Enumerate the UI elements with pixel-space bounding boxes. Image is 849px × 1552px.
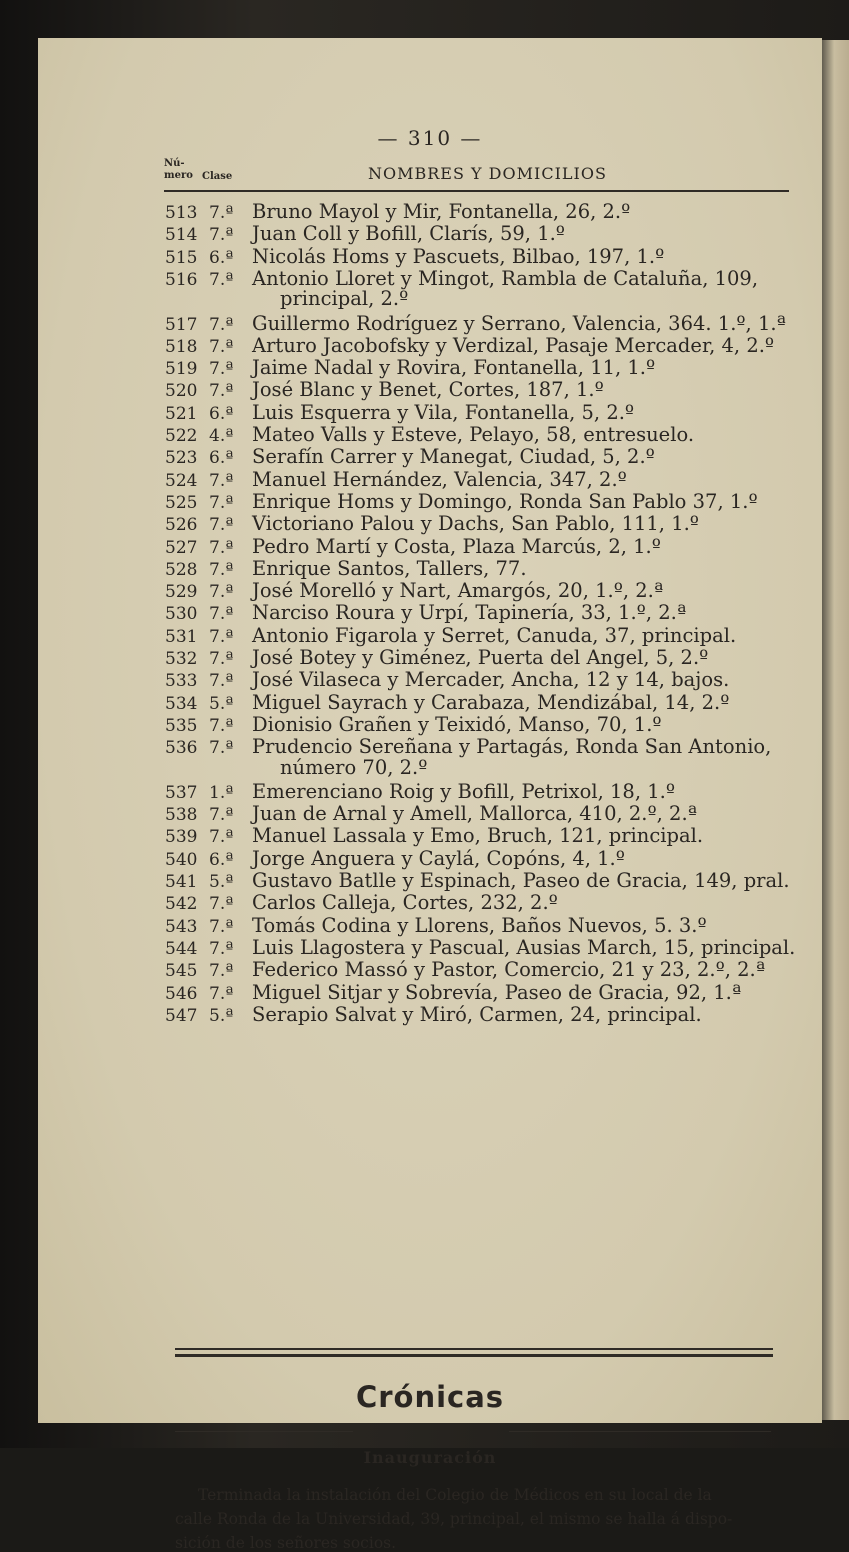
entry-text: Federico Massó y Pastor, Comercio, 21 y 23, 2.º, 2.ª	[252, 958, 766, 982]
entry-text: Jorge Anguera y Caylá, Copóns, 4, 1.º	[252, 846, 625, 870]
entry-text: Pedro Martí y Costa, Plaza Marcús, 2, 1.º	[252, 534, 661, 558]
entry-text: José Morelló y Nart, Amargós, 20, 1.º, 2.ª	[252, 579, 664, 603]
entry-continuation: número 70, 2.º	[280, 755, 428, 779]
list-item	[38, 200, 822, 223]
entry-text: Miguel Sayrach y Carabaza, Mendizábal, 14, 2.º	[252, 690, 730, 714]
entry-text: Arturo Jacobofsky y Verdizal, Pasaje Mercader, 4, 2.º	[252, 333, 775, 357]
entry-clase: 6.ª	[209, 448, 234, 469]
list-item	[38, 691, 822, 714]
list-item	[38, 891, 822, 914]
list-item	[38, 780, 822, 803]
entry-number: 535	[165, 715, 198, 736]
list-item	[38, 601, 822, 624]
entry-clase: 5.ª	[209, 872, 234, 892]
entry-clase: 7.ª	[209, 604, 234, 625]
entry-number: 547	[165, 1005, 198, 1026]
entry-number: 516	[165, 269, 198, 290]
list-item	[38, 668, 822, 691]
entry-text: Luis Llagostera y Pascual, Ausias March, 15, principal.	[252, 935, 796, 959]
entry-text: José Blanc y Benet, Cortes, 187, 1.º	[252, 378, 604, 402]
entry-text: Antonio Figarola y Serret, Canuda, 37, principal.	[252, 623, 737, 647]
list-item	[38, 401, 822, 424]
list-item	[38, 468, 822, 491]
list-item	[38, 535, 822, 558]
entry-number: 522	[165, 426, 198, 446]
header-numero: Nú-mero	[164, 158, 193, 181]
entry-clase: 7.ª	[209, 314, 234, 335]
entry-text: Narciso Roura y Urpí, Tapinería, 33, 1.º, 2.ª	[252, 601, 687, 625]
entry-text: Antonio Lloret y Mingot, Rambla de Cataluña, 109,	[252, 266, 759, 290]
entry-number: 527	[165, 537, 198, 558]
section-divider-top	[175, 1348, 773, 1350]
section-subtitle: Inauguración	[363, 1448, 497, 1467]
list-item	[38, 958, 822, 981]
title-rule-right	[509, 1431, 771, 1432]
list-item	[38, 824, 822, 847]
entry-number: 546	[165, 983, 198, 1004]
entry-clase: 7.ª	[209, 537, 234, 558]
entry-number: 545	[165, 961, 198, 982]
entry-text: Enrique Homs y Domingo, Ronda San Pablo 37, 1.º	[252, 489, 758, 513]
list-item	[38, 624, 822, 647]
paragraph-line-1: Terminada la instalación del Colegio de Médicos en su local de la	[198, 1486, 712, 1504]
list-item	[38, 914, 822, 937]
list-item	[38, 869, 822, 892]
entry-text: Serapio Salvat y Miró, Carmen, 24, principal.	[252, 1002, 702, 1026]
entry-text: Tomás Codina y Llorens, Baños Nuevos, 5. 3.º	[252, 913, 707, 937]
entry-text: Prudencio Sereñana y Partagás, Ronda San Antonio,	[252, 735, 772, 759]
entry-text: Manuel Hernández, Valencia, 347, 2.º	[252, 467, 627, 491]
title-rule-left	[175, 1431, 353, 1432]
entry-clase: 6.ª	[209, 403, 234, 424]
list-item	[38, 356, 822, 379]
entry-number: 518	[165, 336, 198, 357]
entry-clase: 7.ª	[209, 336, 234, 357]
entry-clase: 5.ª	[209, 1005, 234, 1026]
entry-text: Guillermo Rodríguez y Serrano, Valencia, 364. 1.º, 1.ª	[252, 311, 786, 335]
entry-clase: 7.ª	[209, 983, 234, 1004]
entry-clase: 7.ª	[209, 470, 234, 491]
entry-clase: 7.ª	[209, 715, 234, 736]
list-item	[38, 847, 822, 870]
list-item	[38, 936, 822, 959]
entry-number: 538	[165, 805, 198, 826]
entry-number: 528	[165, 559, 198, 580]
entry-number: 526	[165, 515, 198, 536]
entry-clase: 7.ª	[209, 492, 234, 513]
list-item	[38, 222, 822, 245]
entry-clase: 7.ª	[209, 269, 234, 290]
entry-clase: 7.ª	[209, 827, 234, 848]
entry-text: Mateo Valls y Esteve, Pelayo, 58, entresuelo.	[252, 423, 695, 446]
entry-text: José Vilaseca y Mercader, Ancha, 12 y 14, bajos.	[252, 668, 730, 692]
entry-number: 513	[165, 203, 198, 223]
entry-text: Nicolás Homs y Pascuets, Bilbao, 197, 1.º	[252, 244, 665, 268]
entry-number: 525	[165, 492, 198, 513]
entry-clase: 7.ª	[209, 381, 234, 402]
entry-number: 540	[165, 849, 198, 870]
entry-text: Victoriano Palou y Dachs, San Pablo, 111, 1.º	[252, 512, 699, 536]
entry-clase: 7.ª	[209, 515, 234, 536]
entry-clase: 7.ª	[209, 559, 234, 580]
paragraph-line-3: sición de los señores socios.	[175, 1534, 397, 1552]
entry-text: Enrique Santos, Tallers, 77.	[252, 556, 527, 580]
list-item	[38, 713, 822, 736]
entry-text: Juan de Arnal y Amell, Mallorca, 410, 2.º, 2.ª	[252, 802, 697, 826]
entry-clase: 7.ª	[209, 894, 234, 915]
entry-clase: 7.ª	[209, 359, 234, 380]
entry-number: 519	[165, 359, 198, 380]
list-item	[38, 735, 822, 758]
entry-clase: 7.ª	[209, 582, 234, 603]
section-title: Crónicas	[355, 1380, 505, 1414]
entry-number: 543	[165, 916, 198, 937]
entry-number: 530	[165, 604, 198, 625]
entry-number: 529	[165, 582, 198, 603]
paragraph-line-2: calle Ronda de la Universidad, 39, principal, el mismo se halla á dispo-	[175, 1510, 733, 1528]
list-item	[38, 334, 822, 357]
list-item	[38, 490, 822, 513]
entry-number: 523	[165, 448, 198, 469]
entry-text: Jaime Nadal y Rovira, Fontanella, 11, 1.º	[252, 356, 656, 380]
entry-clase: 7.ª	[209, 671, 234, 692]
list-item	[38, 802, 822, 825]
list-item	[38, 1003, 822, 1026]
page-number: — 310 —	[377, 126, 483, 150]
entry-number: 537	[165, 782, 198, 803]
entry-number: 515	[165, 247, 198, 268]
entry-number: 533	[165, 671, 198, 692]
list-item	[38, 423, 822, 446]
entry-text: Carlos Calleja, Cortes, 232, 2.º	[252, 891, 558, 915]
document-page	[38, 38, 822, 1552]
entry-number: 521	[165, 403, 198, 424]
entry-number: 536	[165, 738, 198, 759]
entry-number: 534	[165, 693, 198, 714]
list-item	[38, 981, 822, 1004]
list-item	[38, 245, 822, 268]
entry-clase: 7.ª	[209, 203, 234, 223]
entry-text: José Botey y Giménez, Puerta del Angel, 5, 2.º	[252, 646, 709, 669]
entry-clase: 7.ª	[209, 649, 234, 669]
entry-number: 544	[165, 938, 198, 959]
entry-clase: 7.ª	[209, 805, 234, 826]
entry-number: 531	[165, 626, 198, 647]
list-item	[38, 646, 822, 669]
entry-clase: 7.ª	[209, 916, 234, 937]
entry-clase: 7.ª	[209, 626, 234, 647]
entry-clase: 1.ª	[209, 782, 234, 803]
entry-continuation: principal, 2.º	[280, 287, 409, 311]
entry-text: Bruno Mayol y Mir, Fontanella, 26, 2.º	[252, 200, 631, 223]
entry-clase: 7.ª	[209, 961, 234, 982]
entry-number: 541	[165, 872, 198, 892]
entry-number: 517	[165, 314, 198, 335]
header-rule	[164, 190, 789, 192]
entry-number: 539	[165, 827, 198, 848]
list-item	[38, 312, 822, 335]
entry-number: 514	[165, 225, 198, 246]
section-divider-bottom	[175, 1354, 773, 1357]
entry-clase: 6.ª	[209, 247, 234, 268]
entry-number: 520	[165, 381, 198, 402]
entry-clase: 4.ª	[209, 426, 234, 446]
header-title: NOMBRES Y DOMICILIOS	[368, 164, 607, 183]
list-item	[38, 557, 822, 580]
entry-number: 532	[165, 649, 198, 669]
list-item	[38, 267, 822, 290]
list-item	[38, 579, 822, 602]
entry-clase: 7.ª	[209, 938, 234, 959]
entry-text: Manuel Lassala y Emo, Bruch, 121, principal.	[252, 824, 704, 848]
entry-clase: 6.ª	[209, 849, 234, 870]
entry-clase: 7.ª	[209, 225, 234, 246]
list-item	[38, 378, 822, 401]
entry-text: Miguel Sitjar y Sobrevía, Paseo de Gracia, 92, 1.ª	[252, 980, 742, 1004]
entry-text: Gustavo Batlle y Espinach, Paseo de Gracia, 149, pral.	[252, 869, 790, 892]
entry-text: Emerenciano Roig y Bofill, Petrixol, 18, 1.º	[252, 779, 676, 803]
entry-number: 524	[165, 470, 198, 491]
entry-text: Dionisio Grañen y Teixidó, Manso, 70, 1.º	[252, 712, 662, 736]
entry-number: 542	[165, 894, 198, 915]
entry-text: Serafín Carrer y Manegat, Ciudad, 5, 2.º	[252, 445, 655, 469]
entry-text: Luis Esquerra y Vila, Fontanella, 5, 2.º	[252, 400, 635, 424]
entry-text: Juan Coll y Bofill, Clarís, 59, 1.º	[252, 222, 565, 246]
entry-clase: 7.ª	[209, 738, 234, 759]
list-item	[38, 445, 822, 468]
list-item	[38, 512, 822, 535]
header-clase: Clase	[202, 171, 233, 182]
entry-clase: 5.ª	[209, 693, 234, 714]
